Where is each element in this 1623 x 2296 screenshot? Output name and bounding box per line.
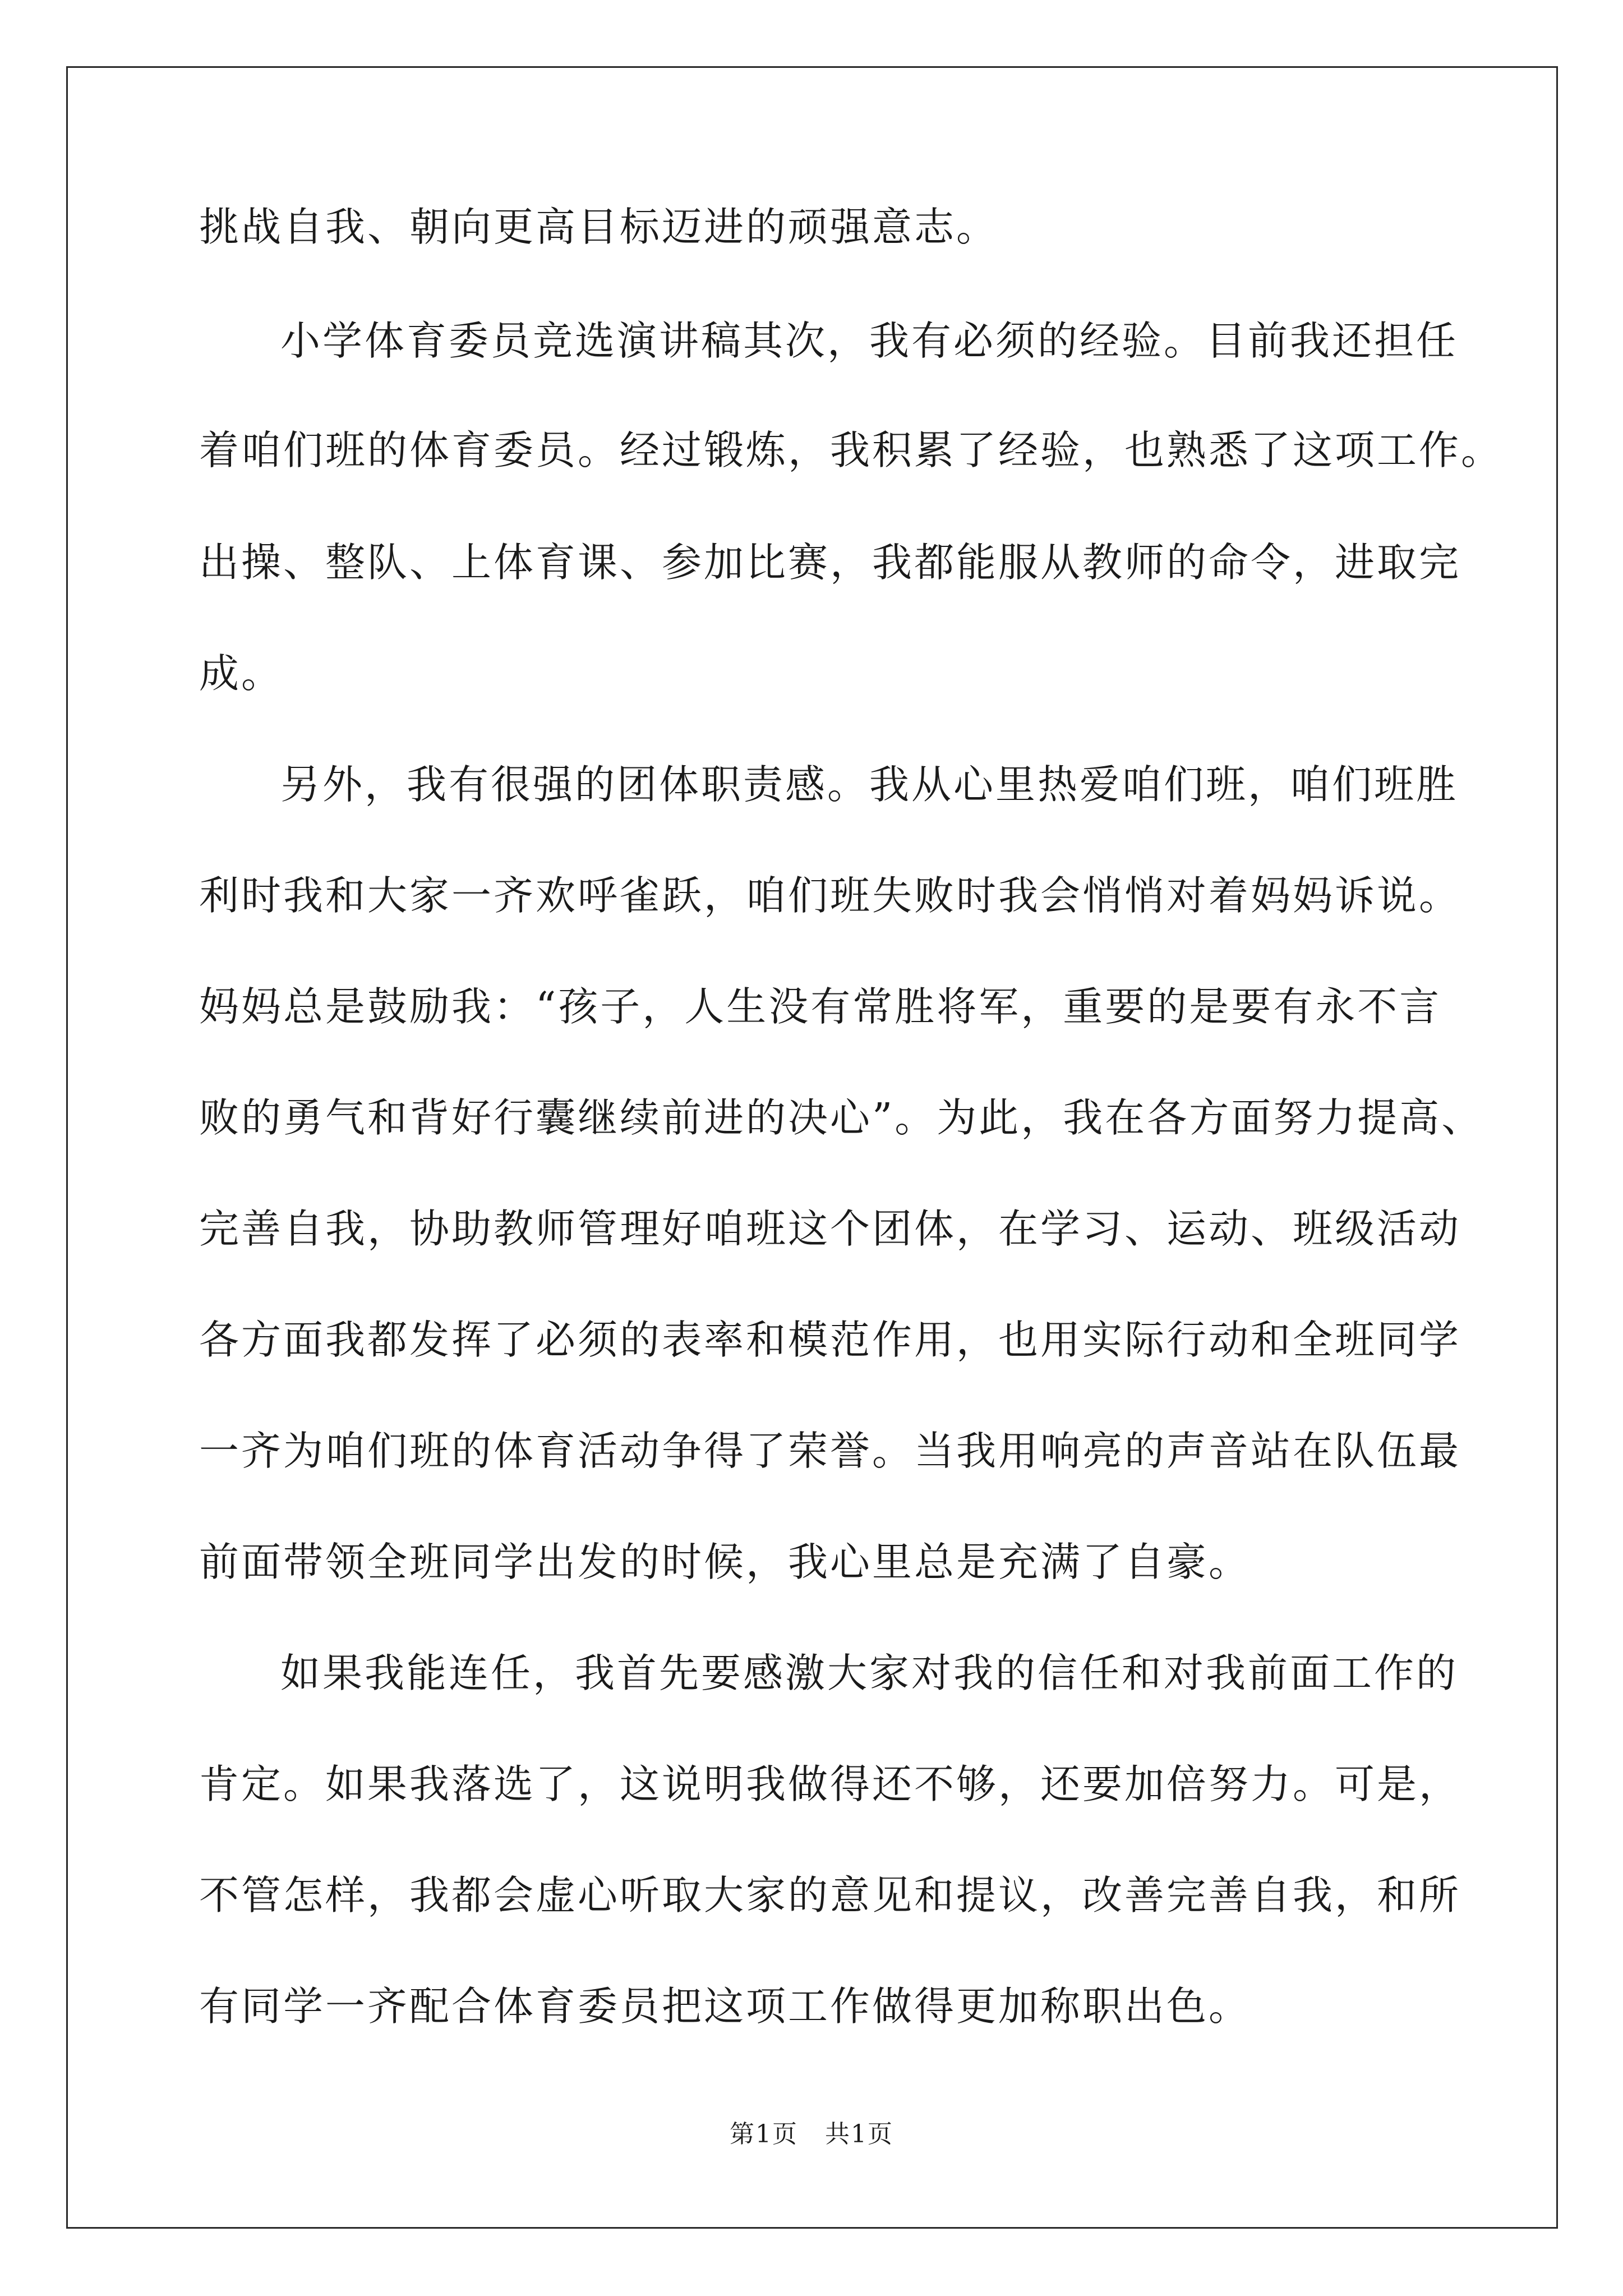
text-line: 肯定。如果我落选了，这说明我做得还不够，还要加倍努力。可是， <box>199 1761 1461 1807</box>
page-number: 第1页 <box>730 2120 798 2148</box>
text-line: 出操、整队、上体育课、参加比赛，我都能服从教师的命令，进取完 <box>199 539 1461 586</box>
text-line: 挑战自我、朝向更高目标迈进的顽强意志。 <box>199 204 999 250</box>
text-line: 前面带领全班同学出发的时候，我心里总是充满了自豪。 <box>199 1539 1251 1585</box>
text-line: 不管怎样，我都会虚心听取大家的意见和提议，改善完善自我，和所 <box>199 1872 1461 1918</box>
page-total: 共1页 <box>825 2120 893 2148</box>
text-line: 小学体育委员竞选演讲稿其次，我有必须的经验。目前我还担任 <box>280 318 1459 364</box>
text-line: 成。 <box>199 650 284 697</box>
text-line: 利时我和大家一齐欢呼雀跃，咱们班失败时我会悄悄对着妈妈诉说。 <box>199 872 1461 919</box>
text-line: 一齐为咱们班的体育活动争得了荣誉。当我用响亮的声音站在队伍最 <box>199 1428 1461 1474</box>
page-footer <box>0 2114 1623 2150</box>
text-line: 另外，我有很强的团体职责感。我从心里热爱咱们班，咱们班胜 <box>280 761 1459 808</box>
text-line: 如果我能连任，我首先要感激大家对我的信任和对我前面工作的 <box>280 1650 1459 1696</box>
text-line: 着咱们班的体育委员。经过锻炼，我积累了经验，也熟悉了这项工作。 <box>199 427 1504 473</box>
text-line: 各方面我都发挥了必须的表率和模范作用，也用实际行动和全班同学 <box>199 1317 1461 1363</box>
text-line: 妈妈总是鼓励我：“孩子，人生没有常胜将军，重要的是要有永不言 <box>199 983 1442 1030</box>
text-line: 完善自我，协助教师管理好咱班这个团体，在学习、运动、班级活动 <box>199 1205 1461 1252</box>
text-line: 有同学一齐配合体育委员把这项工作做得更加称职出色。 <box>199 1983 1251 2030</box>
text-line: 败的勇气和背好行囊继续前进的决心”。为此，我在各方面努力提高、 <box>199 1094 1484 1141</box>
